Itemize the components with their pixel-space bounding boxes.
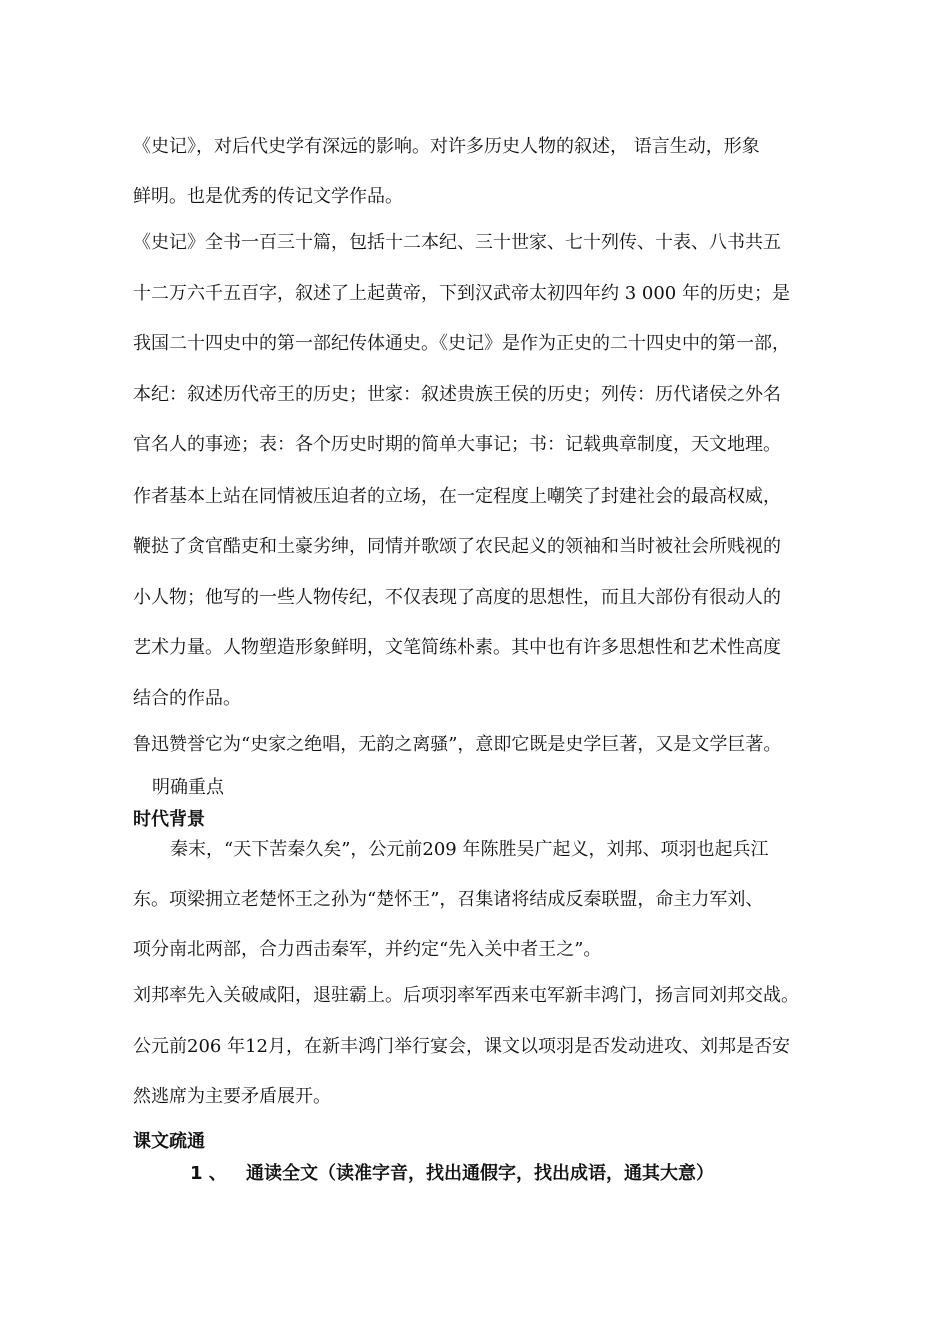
study-item-text: 通读全文（读准字音，找出通假字，找出成语，通其大意）: [246, 1163, 714, 1184]
study-heading: 课文疏通: [133, 1131, 205, 1152]
intro-line: 官名人的事迹；表：各个历史时期的简单大事记；书：记载典章制度，天文地理。: [133, 434, 781, 455]
background-line: 公元前206 年12月，在新丰鸿门举行宴会，课文以项羽是否发动进攻、刘邦是否安: [133, 1036, 790, 1057]
intro-line: 《史记》，对后代史学有深远的影响。对许多历史人物的叙述， 语言生动，形象: [133, 136, 760, 157]
intro-line: 鞭挞了贪官酷吏和土豪劣绅，同情并歌颂了农民起义的领袖和当时被社会所贱视的: [133, 536, 781, 557]
background-line: 刘邦率先入关破咸阳，退驻霸上。后项羽率军西来屯军新丰鸿门，扬言同刘邦交战。: [133, 985, 799, 1006]
intro-quote-line: 鲁迅赞誉它为“史家之绝唱，无韵之离骚”，意即它既是史学巨著，又是文学巨著。: [133, 734, 782, 755]
intro-line: 作者基本上站在同情被压迫者的立场，在一定程度上嘲笑了封建社会的最高权威，: [133, 486, 781, 507]
intro-line: 十二万六千五百字，叙述了上起黄帝，下到汉武帝太初四年约 3 000 年的历史；是: [133, 283, 790, 304]
intro-line: 小人物；他写的一些人物传纪，不仅表现了高度的思想性，而且大部份有很动人的: [133, 587, 781, 608]
intro-line: 艺术力量。人物塑造形象鲜明，文笔简练朴素。其中也有许多思想性和艺术性高度: [133, 637, 781, 658]
background-line: 秦末，“天下苦秦久矣”，公元前209 年陈胜吴广起义，刘邦、项羽也起兵江: [170, 839, 769, 860]
background-line: 东。项梁拥立老楚怀王之孙为“楚怀王”，召集诸将结成反秦联盟，命主力军刘、: [133, 889, 764, 910]
focus-label: 明确重点: [152, 777, 224, 798]
intro-line: 本纪：叙述历代帝王的历史；世家：叙述贵族王侯的历史；列传：历代诸侯之外名: [133, 384, 781, 405]
intro-line: 《史记》全书一百三十篇，包括十二本纪、三十世家、七十列传、十表、八书共五: [133, 232, 781, 253]
background-line: 项分南北两部，合力西击秦军，并约定“先入关中者王之”。: [133, 939, 602, 960]
study-item-number: 1 、: [190, 1163, 227, 1184]
intro-line: 我国二十四史中的第一部纪传体通史。《史记》是作为正史的二十四史中的第一部，: [133, 333, 790, 354]
intro-line: 鲜明。也是优秀的传记文学作品。: [133, 186, 403, 207]
background-heading: 时代背景: [133, 809, 205, 830]
intro-line: 结合的作品。: [133, 688, 241, 709]
background-line: 然逃席为主要矛盾展开。: [133, 1086, 331, 1107]
